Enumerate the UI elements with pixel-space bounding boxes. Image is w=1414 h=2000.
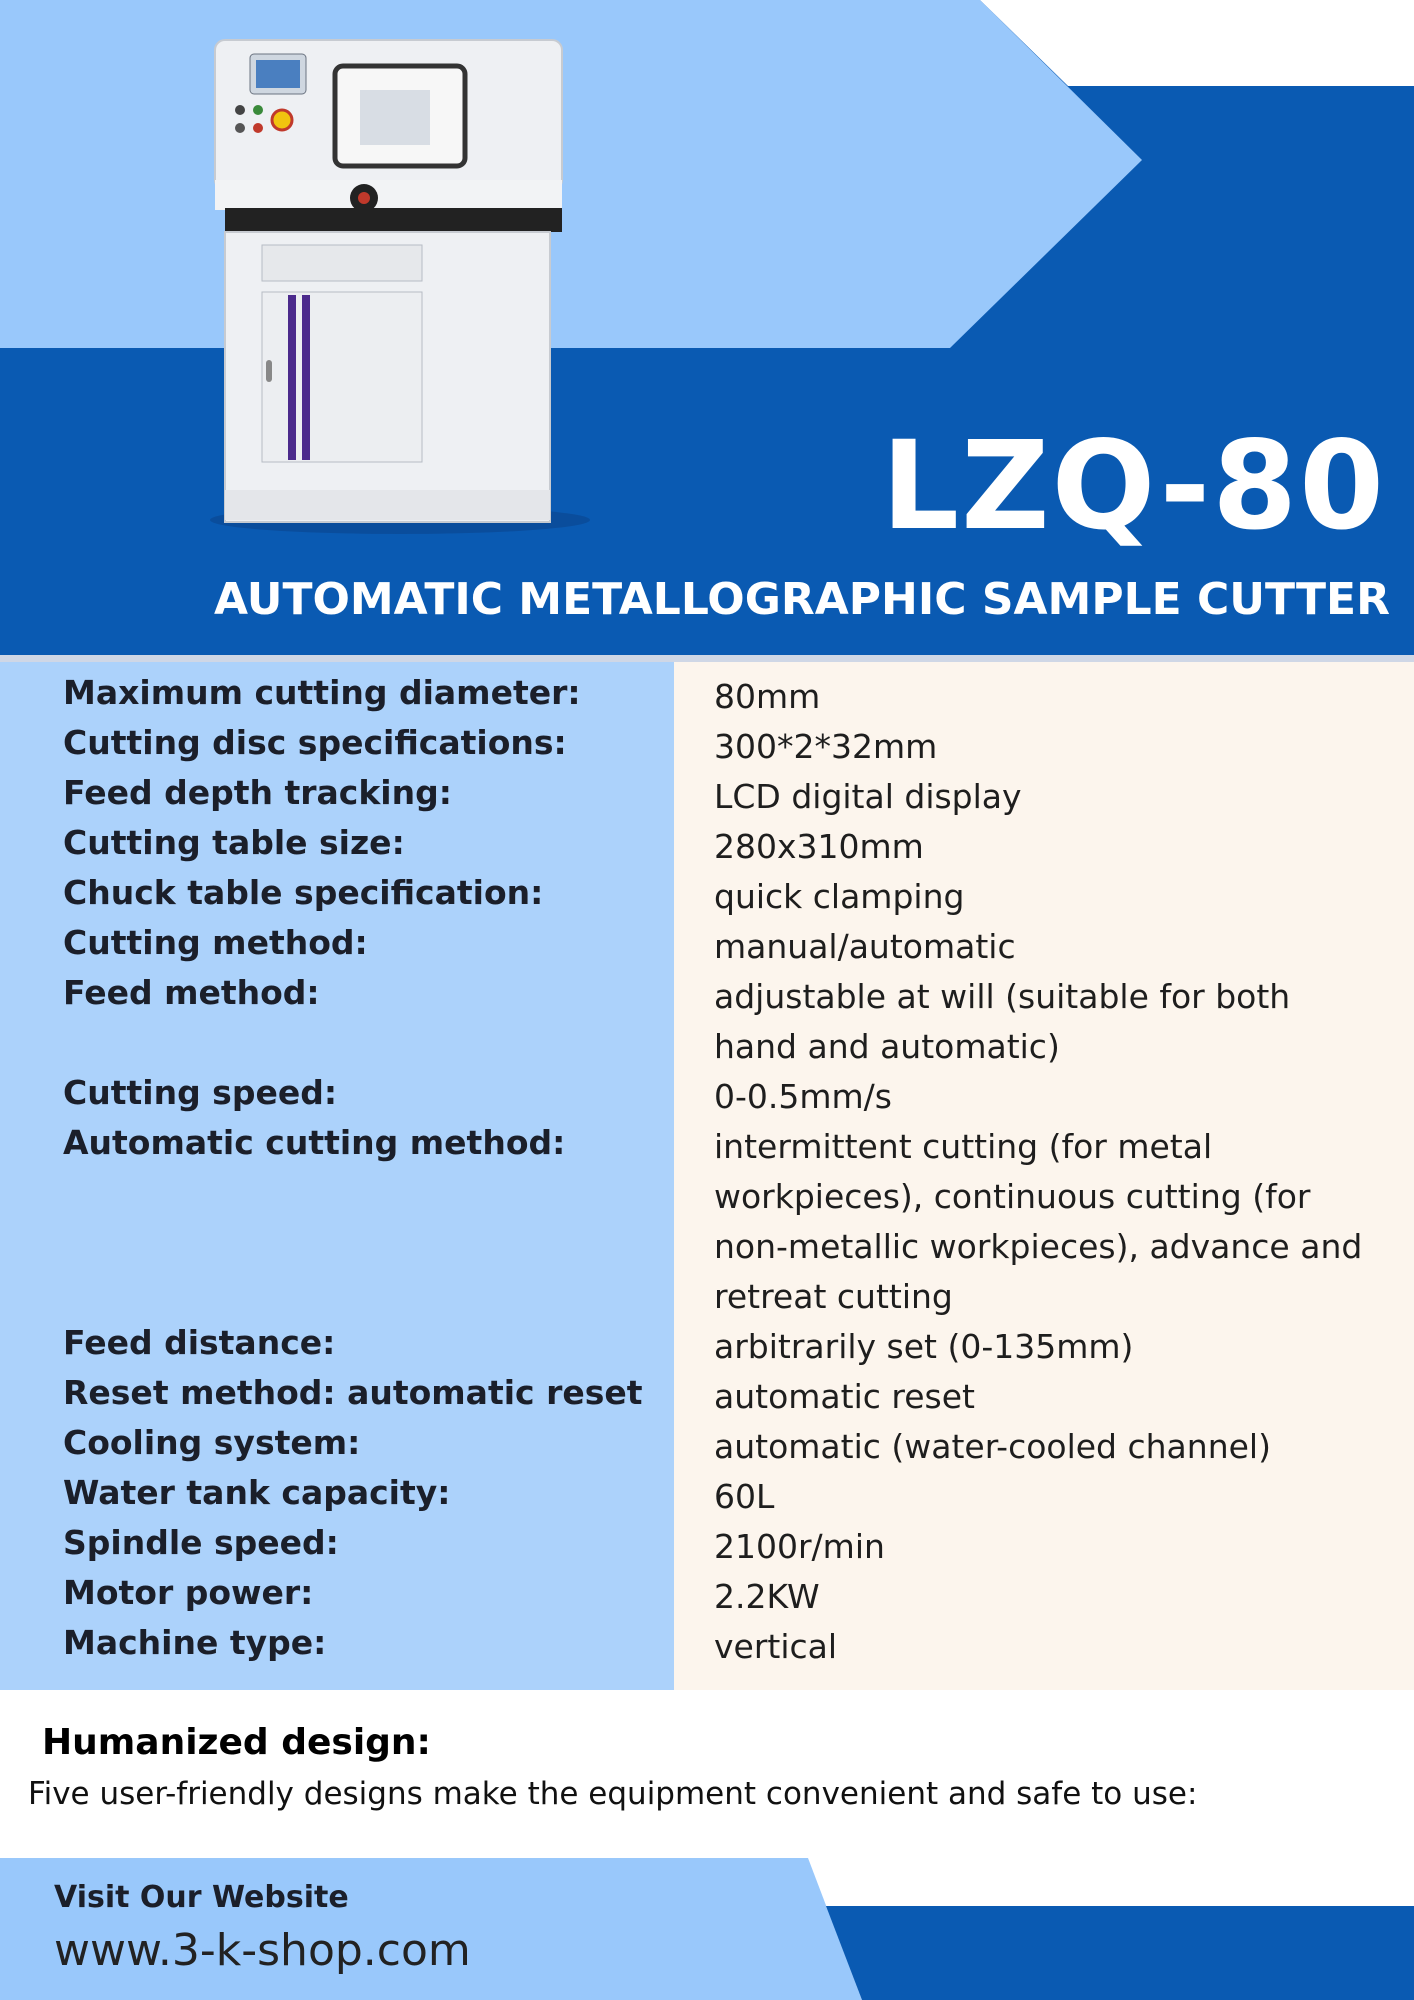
spec-value: 300*2*32mm (714, 727, 938, 766)
website-link[interactable]: www.3-k-shop.com (54, 1925, 471, 1976)
design-heading: Humanized design: (42, 1722, 431, 1763)
spec-value: vertical (714, 1627, 838, 1666)
spec-value: 2100r/min (714, 1527, 885, 1566)
spec-value: 60L (714, 1477, 775, 1516)
design-description: Five user-friendly designs make the equipment convenient and safe to use: (28, 1776, 1198, 1812)
spec-label: Water tank capacity: (63, 1473, 451, 1512)
spec-label: Cutting disc specifications: (63, 723, 567, 762)
spec-label: Spindle speed: (63, 1523, 339, 1562)
spec-value: automatic reset (714, 1377, 975, 1416)
spec-label: Motor power: (63, 1573, 314, 1612)
spec-value: 2.2KW (714, 1577, 820, 1616)
spec-label: Maximum cutting diameter: (63, 673, 581, 712)
spec-value: quick clamping (714, 877, 965, 916)
visit-website-label: Visit Our Website (54, 1880, 349, 1915)
spec-value: 80mm (714, 677, 821, 716)
product-subtitle: AUTOMATIC METALLOGRAPHIC SAMPLE CUTTER (214, 574, 1390, 625)
spec-label: Automatic cutting method: (63, 1123, 566, 1162)
model-name: LZQ-80 (881, 415, 1386, 557)
spec-label: Cutting method: (63, 923, 368, 962)
spec-value: manual/automatic (714, 927, 1016, 966)
hero-background (0, 0, 1414, 660)
spec-label: Cutting table size: (63, 823, 405, 862)
spec-label: Chuck table specification: (63, 873, 544, 912)
spec-value: automatic (water-cooled channel) (714, 1427, 1271, 1466)
spec-value: adjustable at will (suitable for both hand and automatic) (714, 977, 1291, 1066)
spec-label: Feed depth tracking: (63, 773, 452, 812)
spec-label: Feed distance: (63, 1323, 336, 1362)
spec-label: Reset method: automatic reset (63, 1373, 643, 1412)
product-image (210, 40, 590, 534)
spec-value: intermittent cutting (for metal workpieces), continuous cutting (for non-metallic workpieces), advance and retreat cutting (714, 1127, 1363, 1316)
spec-label: Cutting speed: (63, 1073, 338, 1112)
spec-label: Feed method: (63, 973, 320, 1012)
section-divider (0, 655, 1414, 662)
spec-label: Machine type: (63, 1623, 327, 1662)
spec-value: arbitrarily set (0-135mm) (714, 1327, 1134, 1366)
spec-value: 280x310mm (714, 827, 924, 866)
spec-label: Cooling system: (63, 1423, 361, 1462)
spec-value: 0-0.5mm/s (714, 1077, 892, 1116)
spec-value: LCD digital display (714, 777, 1022, 816)
